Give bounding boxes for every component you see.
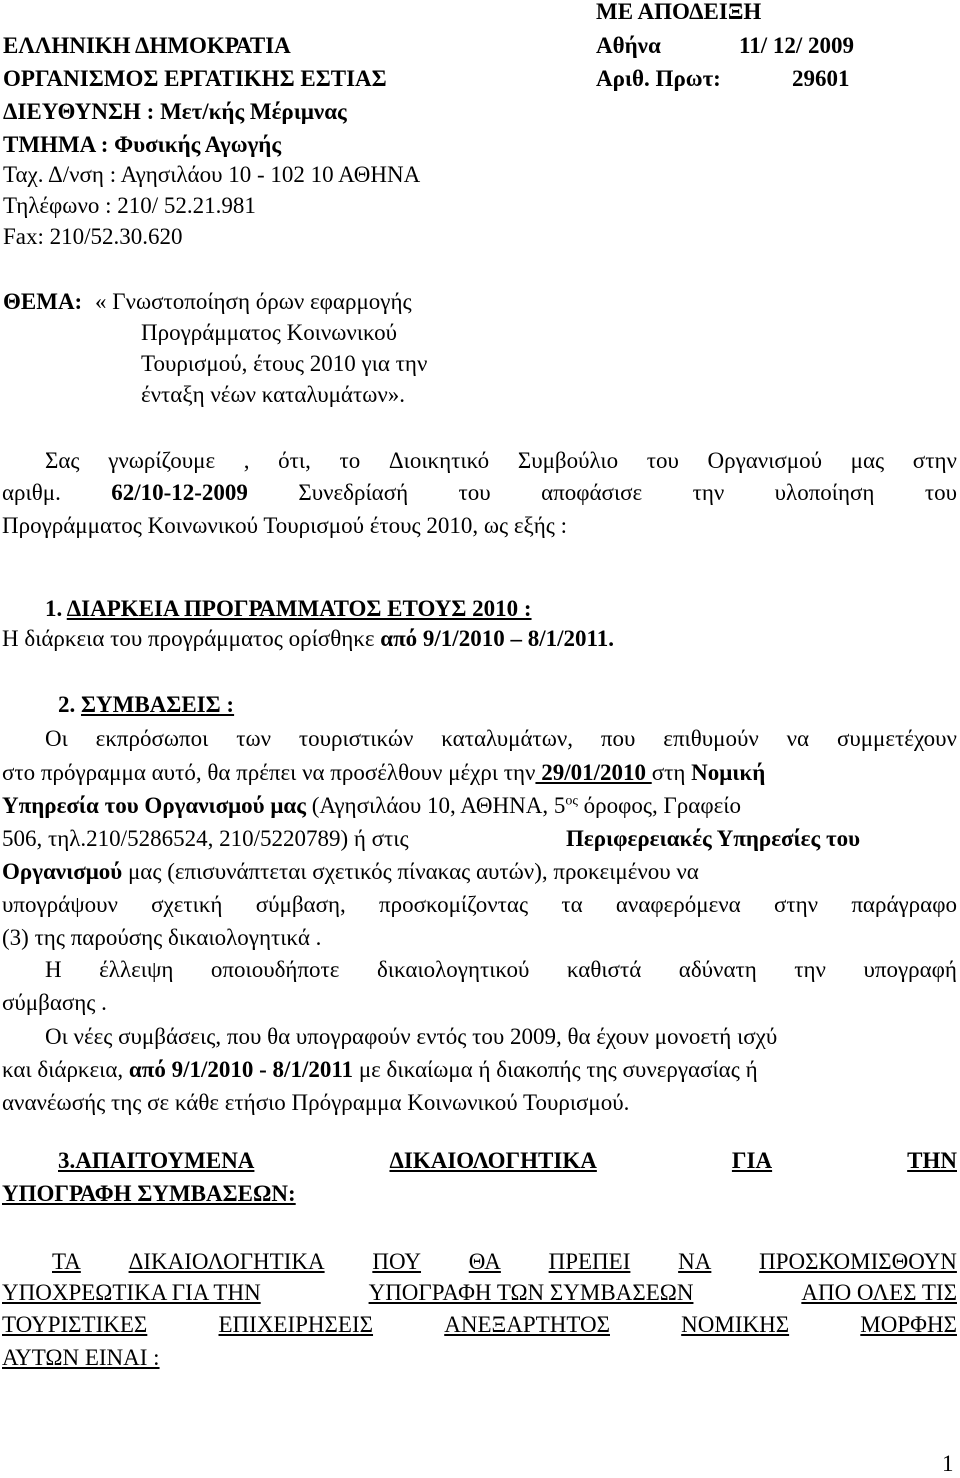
section3-caps-line-4: ΑΥΤΩΝ ΕΙΝΑΙ : (2, 1345, 160, 1370)
header-org-line-2: ΟΡΓΑΝΙΣΜΟΣ ΕΡΓΑΤΙΚΗΣ ΕΣΤΙΑΣ (3, 66, 387, 91)
intro-line-2: αριθμ. 62/10-12-2009 Συνεδρίασή του αποφάσισε την υλοποίηση του (2, 480, 957, 505)
header-org-line-3: ΔΙΕΥΘΥΝΣΗ : Μετ/κής Μέριμνας (3, 99, 347, 124)
section2-p1-line-5: Οργανισμού μας (επισυνάπτεται σχετικός πίνακας αυτών), προκειμένου να (2, 859, 699, 884)
section2-heading (58, 693, 234, 716)
intro-line-3: Προγράμματος Κοινωνικού Τουρισμού έτους 2010, ως εξής : (2, 513, 568, 538)
subject-line-2: Προγράμματος Κοινωνικού (141, 320, 397, 345)
section1-number: 1. (45, 596, 63, 621)
section2-p1-line-2: στο πρόγραμμα αυτό, θα πρέπει να προσέλθουν μέχρι την 29/01/2010 στη Νομική (2, 760, 766, 785)
subject-line-1: « Γνωστοποίηση όρων εφαρμογής (95, 289, 412, 314)
intro-line-1: Σας γνωρίζουμε , ότι, το Διοικητικό Συμβούλιο του Οργανισμού μας στην (45, 448, 957, 473)
header-org-line-4: ΤΜΗΜΑ : Φυσικής Αγωγής (3, 132, 282, 157)
section2-p2-line-1: Η έλλειψη οποιουδήποτε δικαιολογητικού καθιστά αδύνατη την υπογραφή (45, 957, 957, 982)
section2-p3-line-2: και διάρκεια, από 9/1/2010 - 8/1/2011 με δικαίωμα ή διακοπής της συνεργασίας ή (2, 1057, 758, 1082)
header-fax: Fax: 210/52.30.620 (3, 224, 183, 249)
section2-p3-line-3: ανανέωσής της σε κάθε ετήσιο Πρόγραμμα Κοινωνικού Τουρισμού. (2, 1090, 630, 1115)
section2-p2-line-2: σύμβασης . (2, 990, 107, 1015)
section3-caps-line-1: ΤΑ ΔΙΚΑΙΟΛΟΓΗΤΙΚΑ ΠΟΥ ΘΑ ΠΡΕΠΕΙ ΝΑ ΠΡΟΣΚΟΜΙΣΘΟΥΝ (52, 1249, 957, 1274)
section2-title: ΣΥΜΒΑΣΕΙΣ : (81, 692, 235, 717)
header-address: Ταχ. Δ/νση : Αγησιλάου 10 - 102 10 ΑΘΗΝΑ (3, 162, 421, 187)
section2-p1-line-7: (3) της παρούσης δικαιολογητικά . (2, 925, 322, 950)
subject-line-3: Τουρισμού, έτους 2010 για την (141, 351, 428, 376)
section3-heading-line-1: 3.ΑΠΑΙΤΟΥΜΕΝΑ ΔΙΚΑΙΟΛΟΓΗΤΙΚΑ ΓΙΑ ΤΗΝ (58, 1148, 957, 1173)
header-phone: Τηλέφωνο : 210/ 52.21.981 (3, 193, 256, 218)
section1-text: Η διάρκεια του προγράμματος ορίσθηκε από 9/1/2010 – 8/1/2011. (2, 626, 614, 651)
protocol-number: 29601 (792, 66, 850, 91)
section1-title: ΔΙΑΡΚΕΙΑ ΠΡΟΓΡΑΜΜΑΤΟΣ ΕΤΟΥΣ 2010 : (66, 596, 532, 621)
header-org-line-1: ΕΛΛΗΝΙΚΗ ΔΗΜΟΚΡΑΤΙΑ (3, 33, 291, 58)
section3-caps-line-3: ΤΟΥΡΙΣΤΙΚΕΣ ΕΠΙΧΕΙΡΗΣΕΙΣ ΑΝΕΞΑΡΤΗΤΟΣ ΝΟΜΙΚΗΣ ΜΟΡΦΗΣ (2, 1312, 957, 1337)
section2-p3-line-1: Οι νέες συμβάσεις, που θα υπογραφούν εντός του 2009, θα έχουν μονοετή ισχύ (45, 1024, 778, 1049)
subject-line-4: ένταξη νέων καταλυμάτων». (141, 382, 405, 407)
section2-p1-line-4: 506, τηλ.210/5286524, 210/5220789) ή στις Περιφερειακές Υπηρεσίες του (2, 826, 861, 851)
section3-caps-line-2: ΥΠΟΧΡΕΩΤΙΚΑ ΓΙΑ ΤΗΝ ΥΠΟΓΡΑΦΗ ΤΩΝ ΣΥΜΒΑΣΕΩΝ ΑΠΟ ΟΛΕΣ ΤΙΣ (2, 1280, 957, 1305)
section2-p1-line-6: υπογράψουν σχετική σύμβαση, προσκομίζοντας τα αναφερόμενα στην παράγραφο (2, 892, 957, 917)
delivery-note: ΜΕ ΑΠΟΔΕΙΞΗ (596, 0, 762, 24)
section2-p1-line-1: Οι εκπρόσωποι των τουριστικών καταλυμάτων, που επιθυμούν να συμμετέχουν (45, 726, 957, 751)
protocol-label: Αριθ. Πρωτ: (596, 66, 721, 91)
header-date: 11/ 12/ 2009 (739, 33, 855, 58)
subject-label: ΘΕΜΑ: (3, 289, 83, 314)
section1-heading (45, 597, 532, 620)
section2-p1-line-3: Υπηρεσία του Οργανισμού μας (Αγησιλάου 10, ΑΘΗΝΑ, $5^{o\varsigma}$ όροφος, Γραφείο (2, 793, 741, 818)
header-city: Αθήνα (596, 33, 661, 58)
section3-heading-line-2: ΥΠΟΓΡΑΦΗ ΣΥΜΒΑΣΕΩΝ: (2, 1181, 296, 1206)
page-number: 1 (942, 1451, 954, 1476)
section2-number: 2. (58, 692, 76, 717)
